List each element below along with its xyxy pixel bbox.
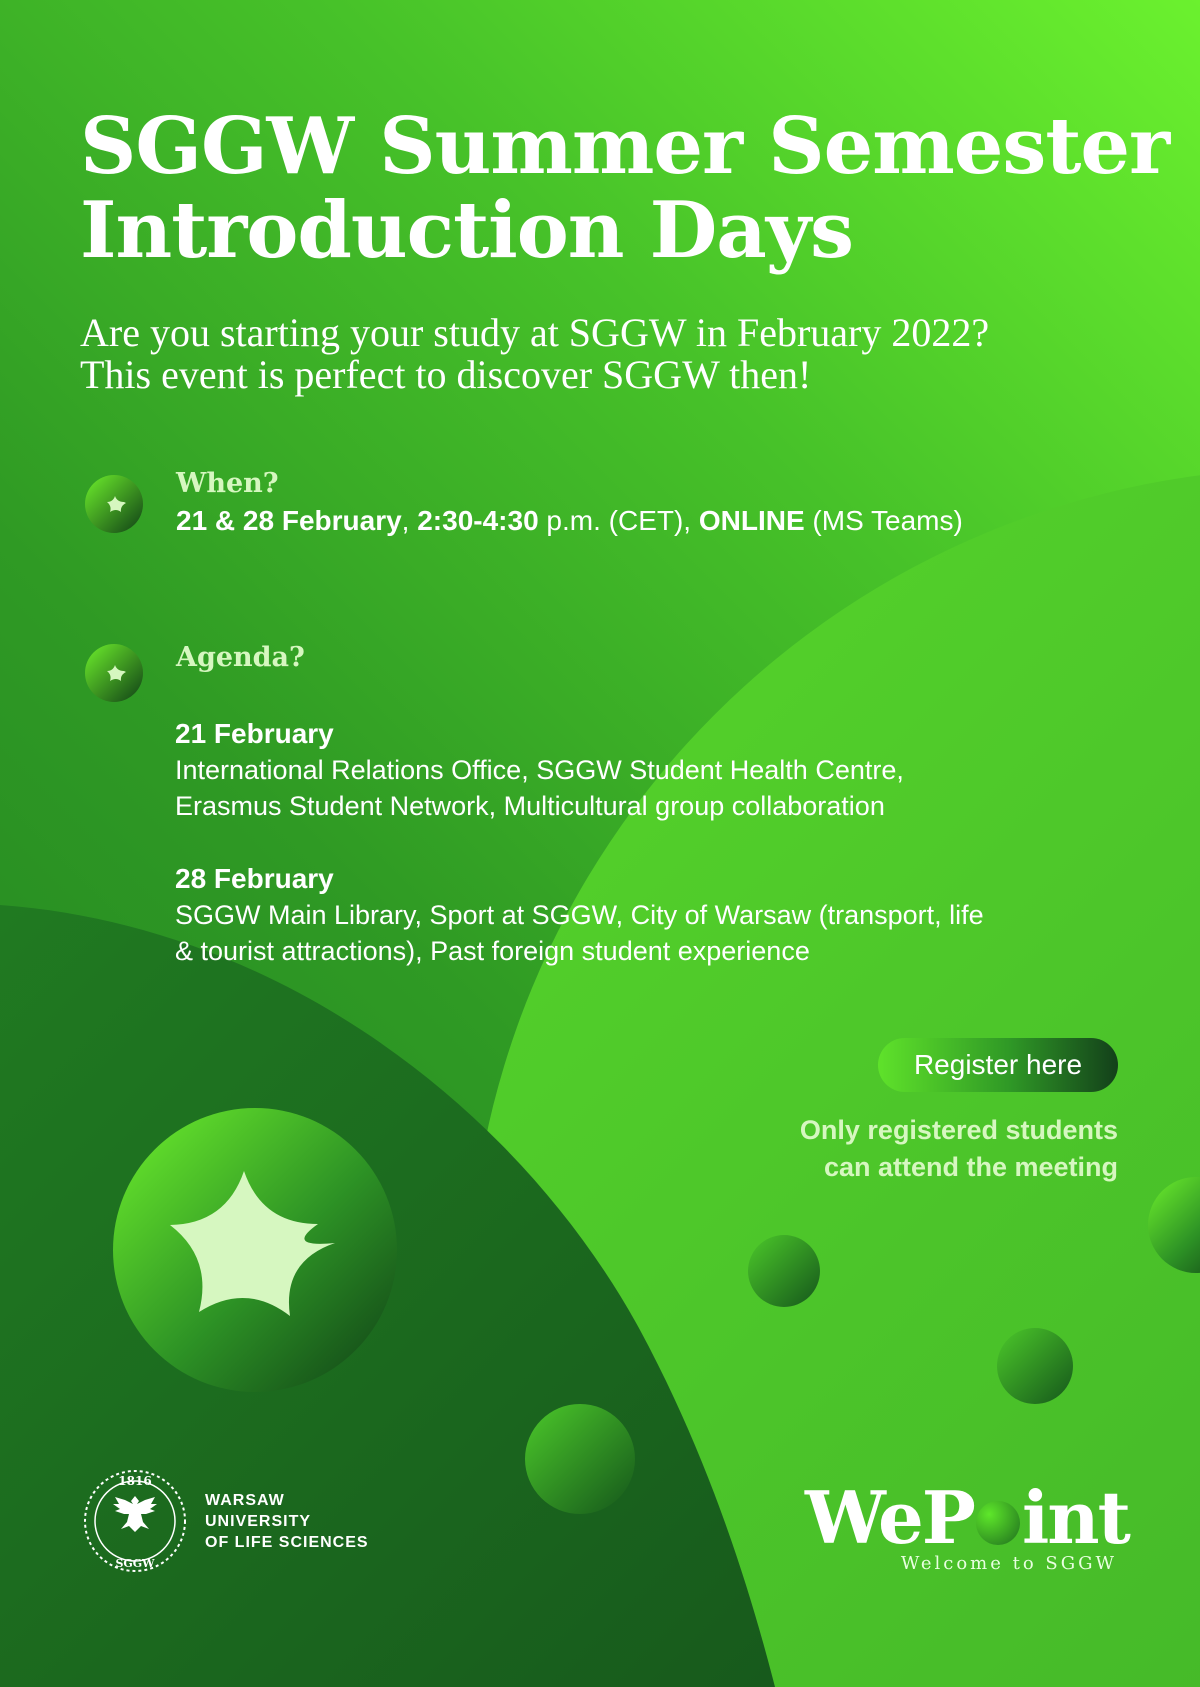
when-platform: (MS Teams) [804,505,963,536]
when-label: When? [176,468,279,499]
when-bullet-icon [85,475,143,533]
deco-ball-2 [748,1235,820,1307]
university-name-line-1: WARSAW [205,1492,285,1509]
wepoint-word-after: int [1021,1475,1129,1560]
wepoint-star-dot-icon [976,1501,1020,1545]
notice-line-1: Only registered students [799,1115,1118,1145]
seal-year: 1816 [118,1474,152,1488]
poster-subtitle [80,312,989,396]
deco-ball-1 [525,1404,635,1514]
subtitle-line-1: Are you starting your study at SGGW in February 2022? [80,310,990,355]
agenda-day-1-line-2: Erasmus Student Network, Multicultural group collaboration [175,791,885,821]
poster-title [80,101,1170,276]
university-name-line-2: UNIVERSITY [205,1513,312,1530]
university-name-line-3: OF LIFE SCIENCES [205,1534,369,1551]
agenda-day-2-line-2: & tourist attractions), Past foreign student experience [175,936,810,966]
deco-ball-3 [997,1328,1073,1404]
eagle-icon [113,1496,157,1532]
subtitle-line-2: This event is perfect to discover SGGW then! [80,352,812,397]
when-dates: 21 & 28 February [176,505,402,536]
when-time: 2:30-4:30 [417,505,539,536]
university-name [205,1490,369,1553]
seal-abbrev: SGGW [115,1557,155,1570]
agenda-day-1-title: 21 February [175,718,334,749]
university-seal-logo [82,1468,188,1574]
registration-notice [800,1112,1118,1186]
register-button[interactable]: Register here [878,1038,1118,1092]
when-time-suffix: p.m. (CET), [538,505,699,536]
wepoint-word-before: WeP [805,1475,974,1560]
agenda-day-2-line-1: SGGW Main Library, Sport at SGGW, City of Warsaw (transport, life [175,900,984,930]
agenda-day-1-line-1: International Relations Office, SGGW Student Health Centre, [175,755,904,785]
when-details [176,505,963,537]
when-sep: , [401,505,418,536]
agenda-day-2-title: 28 February [175,863,334,894]
agenda-bullet-icon [85,644,143,702]
when-mode: ONLINE [698,505,805,536]
agenda-day-1 [175,716,904,824]
wepoint-logo [805,1475,1129,1578]
wepoint-tagline: Welcome to SGGW [900,1553,1117,1574]
wepoint-wordmark [805,1475,1129,1560]
notice-line-2: can attend the meeting [823,1152,1118,1182]
agenda-label: Agenda? [176,642,305,673]
agenda-day-2 [175,861,984,969]
title-line-2: Introduction Days [80,185,854,276]
title-line-1: SGGW Summer Semester [80,101,1170,192]
